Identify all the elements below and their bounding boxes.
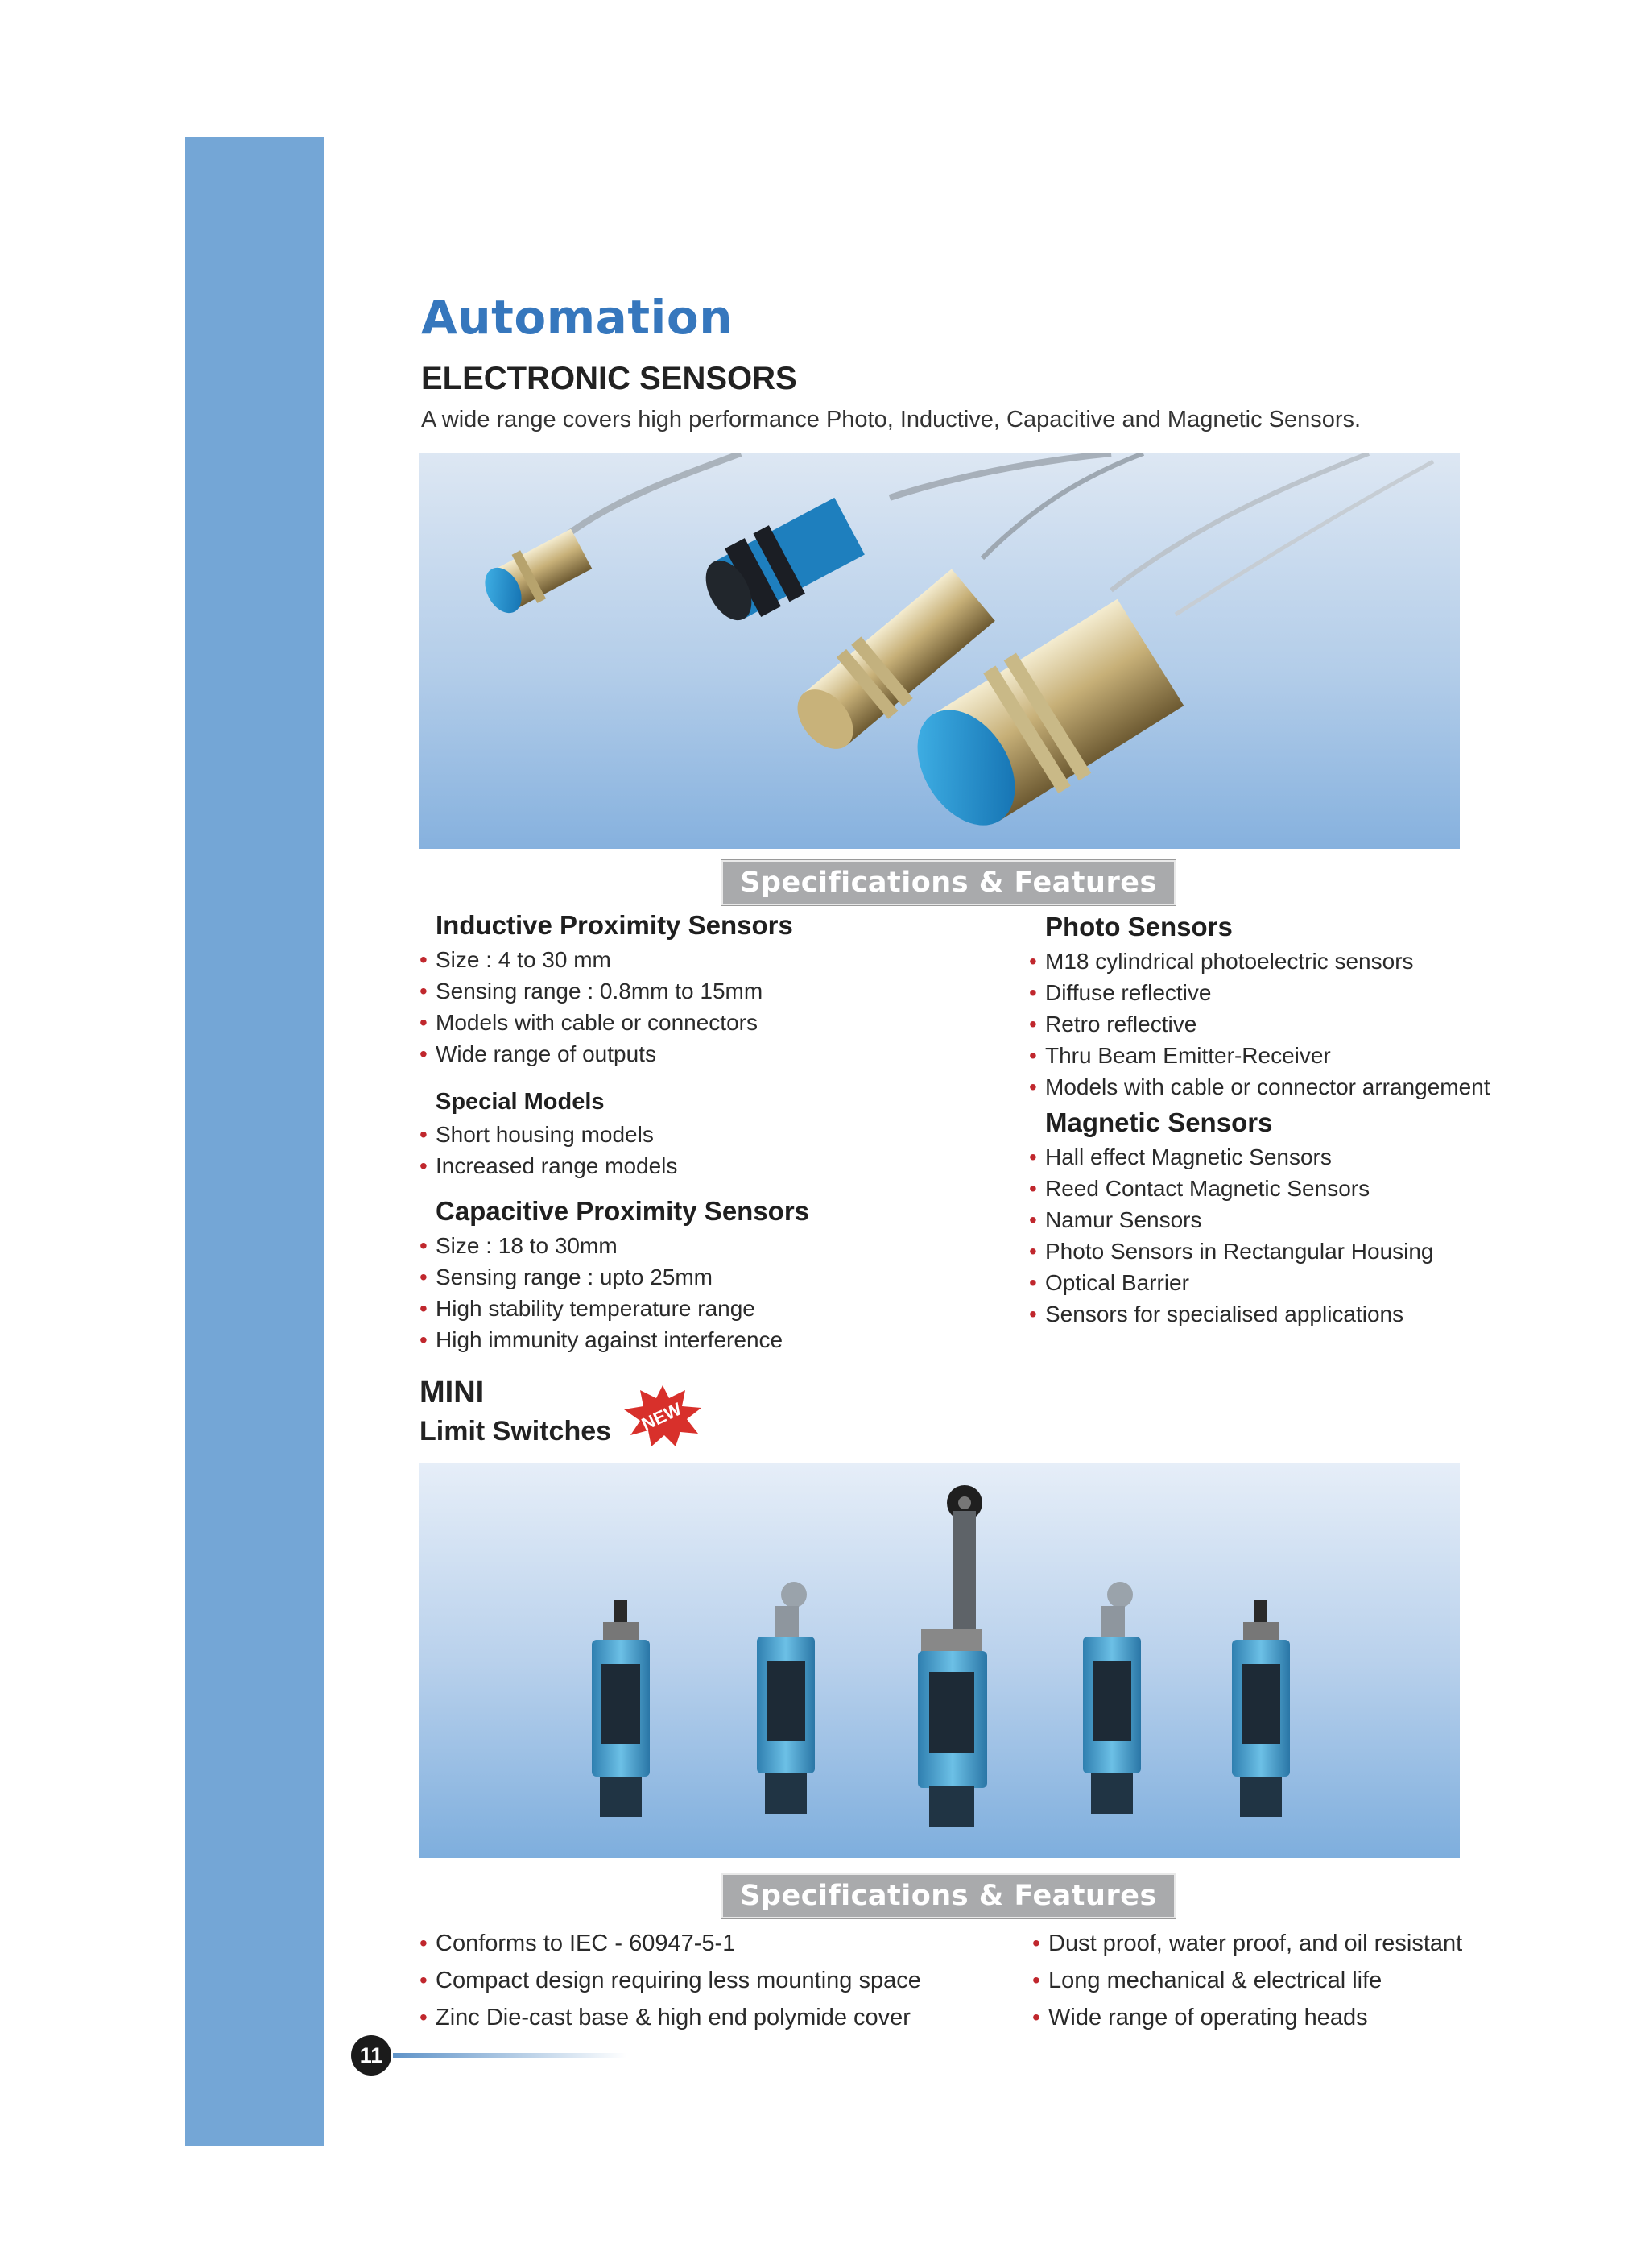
bullet-icon: •: [1029, 1043, 1037, 1068]
list-item: • Zinc Die-cast base & high end polymide cover: [419, 1999, 921, 2036]
list-item: • Hall effect Magnetic Sensors: [1029, 1141, 1434, 1173]
list-item: • Compact design requiring less mounting space: [419, 1962, 921, 1999]
list-item: • Size : 4 to 30 mm: [419, 944, 793, 975]
bullet-icon: •: [419, 1233, 428, 1258]
magnetic-list: [1029, 1141, 1434, 1330]
mini-title: MINI: [419, 1376, 485, 1409]
intro-text: A wide range covers high performance Photo, Inductive, Capacitive and Magnetic Sensors.: [421, 407, 1362, 432]
list-item: • Thru Beam Emitter-Receiver: [1029, 1040, 1490, 1071]
list-item: • Models with cable or connector arrangement: [1029, 1071, 1490, 1103]
list-item: • M18 cylindrical photoelectric sensors: [1029, 946, 1490, 977]
limit-features-right-list: [1032, 1925, 1462, 2036]
page-number-line: [393, 2053, 626, 2058]
list-item: • Optical Barrier: [1029, 1267, 1434, 1298]
page-number: 11: [351, 2035, 391, 2076]
bullet-icon: •: [1029, 1239, 1037, 1264]
bullet-icon: •: [419, 1010, 428, 1035]
limit-features-left-list: [419, 1925, 921, 2036]
side-color-band: [185, 137, 324, 2146]
photo-sensors-heading: Photo Sensors: [1045, 912, 1233, 942]
bullet-icon: •: [1029, 980, 1037, 1005]
bullet-icon: •: [419, 1041, 428, 1066]
bullet-icon: •: [419, 1153, 428, 1178]
list-item: • Dust proof, water proof, and oil resistant: [1032, 1925, 1462, 1962]
capacitive-block: [419, 1196, 809, 1355]
list-item: • Retro reflective: [1029, 1008, 1490, 1040]
bullet-icon: •: [1029, 1144, 1037, 1169]
bullet-icon: •: [419, 979, 428, 1004]
list-item: • Photo Sensors in Rectangular Housing: [1029, 1235, 1434, 1267]
limit-switches-title: Limit Switches: [419, 1416, 612, 1446]
list-item: • Reed Contact Magnetic Sensors: [1029, 1173, 1434, 1204]
limit-switches-illustration: [419, 1463, 1460, 1858]
limit-features-right: [1032, 1925, 1462, 2036]
new-badge: [622, 1384, 703, 1448]
list-item: • Short housing models: [419, 1119, 677, 1150]
bullet-icon: •: [1032, 2005, 1040, 2030]
sensors-illustration: [419, 453, 1460, 849]
magnetic-block: [1029, 1107, 1434, 1330]
list-item: • Sensing range : upto 25mm: [419, 1261, 809, 1293]
limit-features-left: [419, 1925, 921, 2036]
inductive-heading: Inductive Proximity Sensors: [436, 910, 793, 940]
special-heading: Special Models: [436, 1089, 605, 1115]
list-item: • Wide range of outputs: [419, 1038, 793, 1070]
special-list: [419, 1119, 677, 1182]
bullet-icon: •: [1029, 1270, 1037, 1295]
bullet-icon: •: [1032, 1931, 1040, 1956]
new-badge-label: NEW: [638, 1398, 685, 1435]
list-item: • Models with cable or connectors: [419, 1007, 793, 1038]
bullet-icon: •: [1029, 1302, 1037, 1326]
bullet-icon: •: [419, 1122, 428, 1147]
bullet-icon: •: [1029, 1176, 1037, 1201]
specs-heading-bar: Specifications & Features: [721, 860, 1176, 905]
list-item: • Increased range models: [419, 1150, 677, 1182]
list-item: • Diffuse reflective: [1029, 977, 1490, 1008]
bullet-icon: •: [419, 2005, 428, 2030]
section-subtitle: ELECTRONIC SENSORS: [421, 361, 797, 396]
limit-specs-heading-bar: Specifications & Features: [721, 1873, 1176, 1918]
capacitive-list: [419, 1230, 809, 1355]
bullet-icon: •: [419, 947, 428, 972]
bullet-icon: •: [419, 1968, 428, 1993]
list-item: • Size : 18 to 30mm: [419, 1230, 809, 1261]
bullet-icon: •: [1029, 1012, 1037, 1037]
page-title: Automation: [421, 290, 734, 345]
bullet-icon: •: [1029, 1074, 1037, 1099]
bullet-icon: •: [419, 1327, 428, 1352]
inductive-list: [419, 944, 793, 1070]
bullet-icon: •: [1032, 1968, 1040, 1993]
photo-sensors-list: [1029, 946, 1490, 1103]
list-item: • High stability temperature range: [419, 1293, 809, 1324]
bullet-icon: •: [419, 1296, 428, 1321]
bullet-icon: •: [419, 1264, 428, 1289]
bullet-icon: •: [1029, 949, 1037, 974]
list-item: • High immunity against interference: [419, 1324, 809, 1355]
list-item: • Sensors for specialised applications: [1029, 1298, 1434, 1330]
inductive-block: [419, 910, 793, 1070]
photo-sensors-block: [1029, 912, 1490, 1103]
list-item: • Sensing range : 0.8mm to 15mm: [419, 975, 793, 1007]
special-block: [419, 1089, 677, 1182]
limit-switches-photo: [419, 1463, 1460, 1858]
magnetic-heading: Magnetic Sensors: [1045, 1107, 1273, 1137]
sensors-product-photo: [419, 453, 1460, 849]
bullet-icon: •: [419, 1931, 428, 1956]
list-item: • Namur Sensors: [1029, 1204, 1434, 1235]
bullet-icon: •: [1029, 1207, 1037, 1232]
list-item: • Long mechanical & electrical life: [1032, 1962, 1462, 1999]
list-item: • Wide range of operating heads: [1032, 1999, 1462, 2036]
list-item: • Conforms to IEC - 60947-5-1: [419, 1925, 921, 1962]
capacitive-heading: Capacitive Proximity Sensors: [436, 1196, 810, 1226]
